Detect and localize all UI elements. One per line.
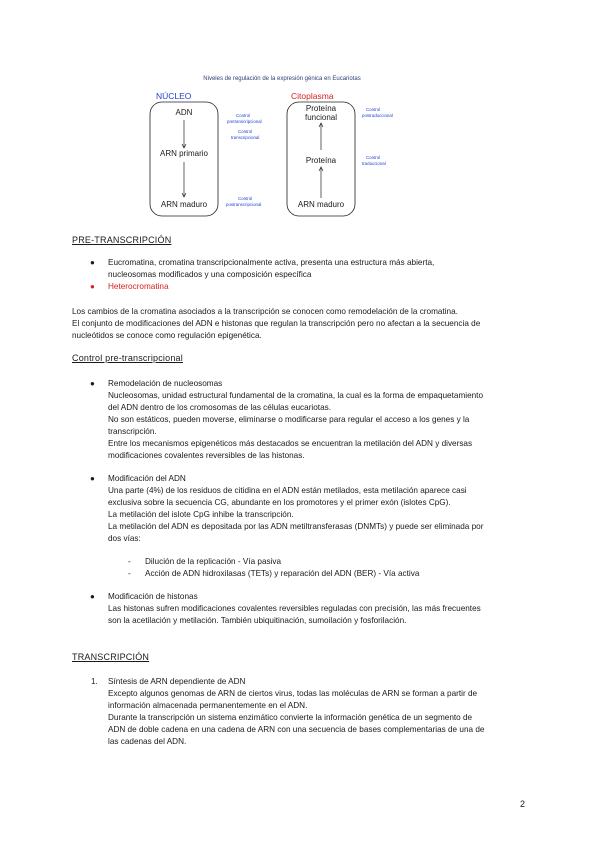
nucleus-node-adn: ADN [175,108,193,117]
text-line: dos vías: [108,534,141,543]
control-traduccional: Control traduccional [362,155,386,166]
text-line: las cadenas del ADN. [108,737,187,746]
heading-pre-transcripcion: PRE-TRANSCRIPCIÓN [72,235,172,245]
bullet-heterocromatina [90,281,528,293]
text-line: ADN de doble cadena en una cadena de ARN con una secuencia de bases complementarias de una de [108,725,485,734]
regulation-diagram [140,72,425,222]
bullet-dot: ● [90,592,95,601]
heading-transcripcion: TRANSCRIPCIÓN [72,652,150,662]
paragraph-remodelacion [72,306,532,342]
subitem-text: Acción de ADN hidroxilasas (TETs) y reparación del ADN (BER) - Vía activa [145,569,420,578]
text-line: Nucleosomas, unidad estructural fundamental de la cromatina, la cual es la forma de empaquetamiento [108,391,484,400]
subitem-via-pasiva [128,556,282,568]
cytoplasm-node-proteina-funcional: Proteína funcional [304,104,338,122]
dash-mark: - [128,569,131,578]
text-line: Heterocromatina [108,282,169,291]
nucleus-label: NÚCLEO [156,91,192,101]
item-sintesis-arn [91,676,533,748]
nucleus-box [150,102,218,216]
dash-mark: - [128,557,131,566]
bullet-eucromatina [90,257,528,281]
cytoplasm-label: Citoplasma [291,91,334,101]
regulation-levels-figure [140,72,425,222]
bullet-dot: ● [90,474,95,483]
text-line: No son estáticos, pueden moverse, eliminarse o modificarse para regular el acceso a los genes y la [108,415,470,424]
figure-title: Niveles de regulación de la expresión génica en Eucariotas [203,76,361,82]
control-postranscripcional: Control postranscripcional [226,196,262,207]
cytoplasm-node-arn-maduro: ARN maduro [297,200,345,209]
text-line: Durante la transcripción un sistema enzimático convierte la información genética de un segmento de [108,713,473,722]
subitem-text: Dilución de la replicación - Vía pasiva [145,557,282,566]
text-line: Entre los mecanismos epigenéticos más destacados se encuentran la metilación del ADN y diversas [108,439,473,448]
text-line: del ADN dentro de los cromosomas de las células eucariotas. [108,403,331,412]
text-line: La metilación del islote CpG inhibe la transcripción. [108,510,294,519]
bullet-dot: ● [90,379,95,388]
text-line: modificaciones covalentes reversibles de las histonas. [108,451,305,460]
bullet-dot: ● [90,282,95,291]
list-number: 1. [91,677,98,686]
item-title: Modificación del ADN [108,474,186,483]
nucleus-node-arn-maduro: ARN maduro [160,200,208,209]
text-line: La metilación del ADN es depositada por las ADN metiltransferasas (DNMTs) y puede ser eliminada por [108,522,484,531]
text-line: El conjunto de modificaciones del ADN e histonas que regulan la transcripción pero no afectan a la secuencia de [72,319,481,328]
text-line: Excepto algunos genomas de ARN de ciertos virus, todas las moléculas de ARN se forman a partir de [108,689,478,698]
item-title: Remodelación de nucleosomas [108,379,223,388]
text-line: exclusiva sobre la secuencia CG, abundante en los promotores y el primer exón (islotes CpG). [108,498,451,507]
text-line: nucleosomas modificados y una composición específica [108,270,312,279]
item-modificacion-adn [90,473,528,545]
heading-control-pre: Control pre-transcripcional [72,353,183,363]
nucleus-node-arn-primario: ARN primario [159,149,209,158]
text-line: transcripción. [108,427,157,436]
item-title: Modificación de histonas [108,592,198,601]
control-pretranscripcional: Control pretranscripcional [227,113,262,124]
text-line: nucleótidos se conoce como regulación epigenética. [72,331,262,340]
subitem-via-activa [128,568,420,580]
text-line: Una parte (4%) de los residuos de citidina en el ADN están metilados, esta metilación aparece casi [108,486,467,495]
text-line: Eucromatina, cromatina transcripcionalmente activa, presenta una estructura más abierta, [108,258,435,267]
page-number: 2 [520,799,526,809]
text-line: Las histonas sufren modificaciones covalentes reversibles reguladas con precisión, las más frecuentes [108,604,481,613]
item-modificacion-histonas [90,591,528,627]
bullet-dot: ● [90,258,95,267]
text-line: información almacenada permanentemente en el ADN. [108,701,308,710]
item-title: Síntesis de ARN dependiente de ADN [108,677,246,686]
text-line: Los cambios de la cromatina asociados a la transcripción se conocen como remodelación de la cromatina. [72,307,458,316]
cytoplasm-node-proteina: Proteína [305,156,337,165]
item-remodelacion-nucleosomas [90,378,528,462]
text-line: son la acetilación y metilación. También ubiquitinación, sumoilación y fosforilación. [108,616,407,625]
control-transcripcional: Control transcripcional [231,129,260,140]
control-postraduccional: Control postraduccional [362,107,393,118]
